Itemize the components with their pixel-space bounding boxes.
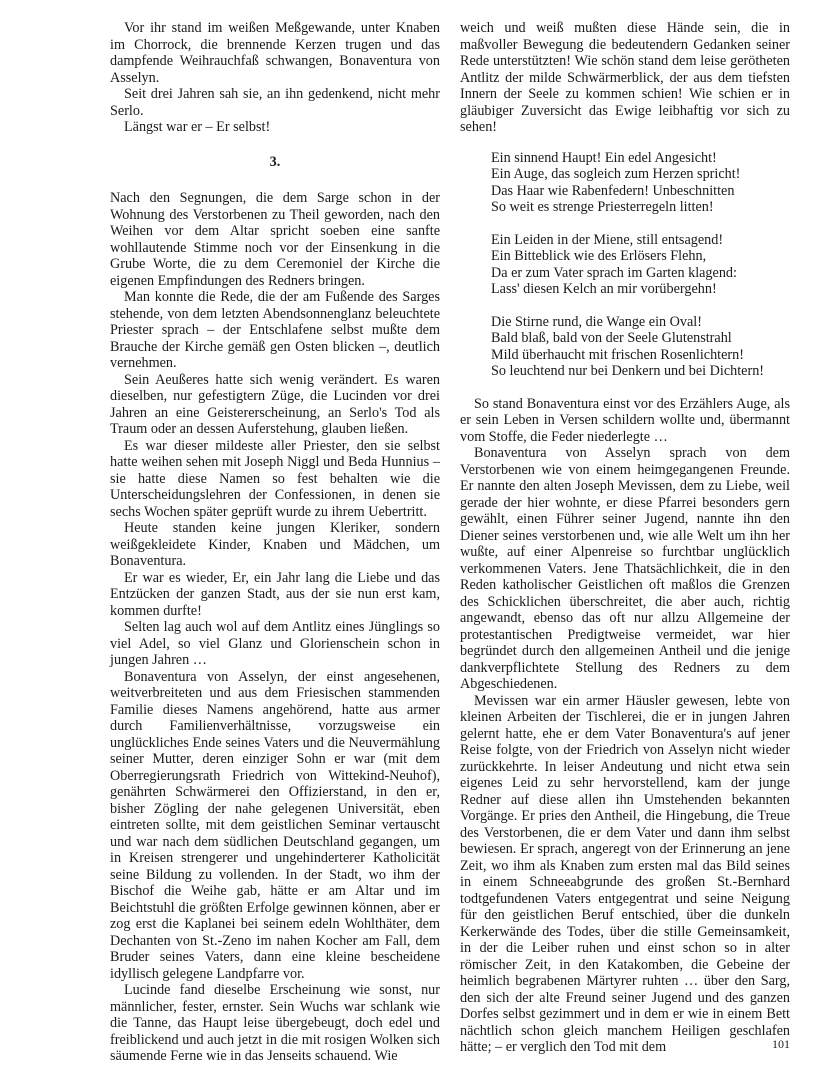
paragraph: Längst war er – Er selbst! xyxy=(124,119,271,135)
poem-line: Ein sinnend Haupt! Ein edel Angesicht! xyxy=(491,149,717,166)
paragraph: Man konnte die Rede, die der am Fußende des Sarges stehende, von dem letzten Abendsonnenglanz beleuchtete Priester sprach – der Entschlafene selbst mußte dem Brauche der Kirche gemäß gen Osten blicken –, deutlich vernehmen. xyxy=(110,289,440,371)
section-heading: 3. xyxy=(269,153,281,170)
poem-line: Mild überhaucht mit frischen Rosenlichtern! xyxy=(491,346,744,363)
paragraph: Er war es wieder, Er, ein Jahr lang die Liebe und das Entzücken der ganzen Stadt, aus der sie nun erst kam, kommen durfte! xyxy=(110,569,440,619)
poem xyxy=(491,150,790,380)
poem-stanza xyxy=(491,150,790,216)
paragraph: Heute standen keine jungen Kleriker, sondern weißgekleidete Kinder, Knaben und Mädchen, um Bonaventura. xyxy=(110,520,440,569)
paragraph: Bonaventura von Asselyn sprach von dem Verstorbenen wie von einem heimgegangenen Freunde. Er nannte den alten Joseph Mevissen, dem zu Liebe, weil gerade der hier wohnte, er diese Pfarrei besonders gern gewählt, einen Führer seiner Jugend, nannte ihn den Diener seines verstorbenen und, wie alle Welt um ihn her wußte, auf einer Alpenreise so furchtbar unglücklich verkommenen Vaters. Jene Thatsächlichkeit, die in den Reden katholischer Geistlichen oft maßlos die Grenzen des Schicklichen überschreitet, die aber auch, richtig angewandt, ebenso das oft nur allzu Allgemeine der protestantischen Predigtweise vermeidet, war hier begründet durch den allgemeinen Antheil und die jenige dankverpflichtete Stellung des Redners zu dem Abgeschiedenen. xyxy=(460,445,790,692)
poem-stanza xyxy=(491,232,790,298)
right-column xyxy=(460,20,790,1056)
poem-line: So leuchtend nur bei Denkern und bei Dichtern! xyxy=(491,363,765,379)
paragraph: Nach den Segnungen, die dem Sarge schon in der Wohnung des Verstorbenen zu Theil geworden, nach den Weihen vor dem Altar spricht soeben eine sanfte wohllautende Stimme noch vor der Einsenkung in die Grube Worte, die zu dem Ceremoniel der Kirche die eigenen Empfindungen des Redners bringen. xyxy=(110,190,440,289)
poem-line: Das Haar wie Rabenfedern! Unbeschnitten xyxy=(491,182,735,199)
paragraph: Selten lag auch wol auf dem Antlitz eines Jünglings so viel Adel, so viel Glanz und Glorienschein schon in jungen Jahren … xyxy=(110,619,440,668)
poem-line: Lass' diesen Kelch an mir vorübergehn! xyxy=(491,281,717,297)
paragraph: Lucinde fand dieselbe Erscheinung wie sonst, nur männlicher, fester, ernster. Sein Wuchs war schlank wie die Tanne, das Haupt leise übergebeugt, doch edel und freiblickend und auch jetzt in die mit rosigen Wolken sich säumende Ferne wie in das Jenseits schauend. Wie xyxy=(110,982,440,1064)
poem-line: Da er zum Vater sprach im Garten klagend: xyxy=(491,264,737,281)
paragraph: Seit drei Jahren sah sie, an ihn gedenkend, nicht mehr Serlo. xyxy=(110,86,440,119)
left-column xyxy=(110,20,440,1065)
paragraph: Mevissen war ein armer Häusler gewesen, lebte von kleinen Arbeiten der Tischlerei, die er in jungen Jahren gelernt hatte, ehe er dem Vater Bonaventura's auf jener Reise folgte, von der Friedrich von Asselyn nicht wieder zurückkehrte. In leiser Andeutung und nicht etwa sein eigenes Leid zu sehr hervorstellend, kam der junge Redner auf diese allen ihn Umstehenden bekannten Vorgänge. Er pries den Antheil, die Hingebung, die Treue des Verstorbenen, die er dem Vater und dann ihm selbst bewiesen. Er sprach, angeregt von der Erinnerung an jene Zeit, wo ihm als Knaben zum ersten mal das Bild seines in einem Schneeabgrunde des großen St.-Bernhard todtgefundenen Vaters entgegentrat und seine Neigung für den geistlichen Beruf entschied, über die dunkeln Kerkerwände des Todes, über die stille Gemeinsamkeit, in der die Leiber ruhen und einst schon so in alter römischer Zeit, in den Katakomben, die Gebeine der heimlich begrabenen Märtyrer ruhten … über den Sarg, den sich der alte Freund seiner Jugend und des ganzen Dorfes selbst gezimmert und in dem er wie in einem Bett nächtlich schon gleich manchem Heiligen geschlafen hätte; – er verglich den Tod mit dem xyxy=(460,692,790,1055)
paragraph: Vor ihr stand im weißen Meßgewande, unter Knaben im Chorrock, die brennende Kerzen trugen und das dampfende Weihrauchfaß schwangen, Bonaventura von Asselyn. xyxy=(110,20,440,86)
page-number: 101 xyxy=(772,1037,790,1051)
poem-line: Ein Bitteblick wie des Erlösers Flehn, xyxy=(491,248,707,264)
paragraph: Bonaventura von Asselyn, der einst angesehenen, weitverbreiteten und aus dem Friesischen stammenden Familie dieses Namens angehörend, hatte aus armer durch Familienverhältnisse, vorzugsweise ein unglückliches Ende seines Vaters und die Neuvermählung seiner Mutter, deren einziger Sohn er war (mit dem Oberregierungsrath Friedrich von Wittekind-Neuhof), genährten Schwärmerei den Offizierstand, in den er, bisher Zögling der nahe gelegenen Universität, eben eintreten sollte, mit dem geistlichen Seminar vertauscht und war nach dem südlichen Deutschland gegangen, um in Kreisen strengerer und ungehinderterer Katholicität seine Bildung zu vollenden. In der Stadt, wo ihm der Bischof die Weihe gab, hätte er am Altar und im Beichtstuhl die größten Erfolge gewinnen können, aber er zog erst die Kaplanei bei seinem edeln Wohlthäter, dem Dechanten von St.-Zeno im nahen Kocher am Fall, dem Bruder seines Vaters, dann eine kleine bescheidene idyllisch gelegene Landpfarre vor. xyxy=(110,668,440,982)
poem-line: Ein Auge, das sogleich zum Herzen spricht! xyxy=(491,166,741,182)
poem-line: Bald blaß, bald von der Seele Glutenstrahl xyxy=(491,330,732,346)
poem-line: So weit es strenge Priesterregeln litten! xyxy=(491,199,714,215)
paragraph: weich und weiß mußten diese Hände sein, die in maßvoller Bewegung die bedeutendern Gedanken seiner Rede unterstützten! Wie schön stand dem leise gerötheten Antlitz der milde Schwärmerblick, der aus dem tiefsten Innern der Seele zu kommen schien! Wie schien er in gläubiger Zuversicht das Ewige leibhaftig vor sich zu sehen! xyxy=(460,20,790,135)
paragraph: Sein Aeußeres hatte sich wenig verändert. Es waren dieselben, nur gefestigtern Züge, die Lucinden vor drei Jahren an eine Geistererscheinung, an Serlo's Tod als Traum oder an dessen Auferstehung, glauben ließen. xyxy=(110,371,440,437)
poem-line: Ein Leiden in der Miene, still entsagend! xyxy=(491,231,724,248)
poem-stanza xyxy=(491,314,790,380)
poem-line: Die Stirne rund, die Wange ein Oval! xyxy=(491,313,702,330)
paragraph: Es war dieser mildeste aller Priester, den sie selbst hatte weihen sehen mit Joseph Niggl und Beda Hunnius – sie hatte diese Namen so fest behalten wie die Unterscheidungslehren der Confessionen, in denen sie sechs Wochen später geprüft wurde zu ihrem Uebertritt. xyxy=(110,437,440,520)
paragraph: So stand Bonaventura einst vor des Erzählers Auge, als er sein Leben in Versen schildern wollte und, übermannt vom Stoffe, die Feder niederlegte … xyxy=(460,395,790,445)
